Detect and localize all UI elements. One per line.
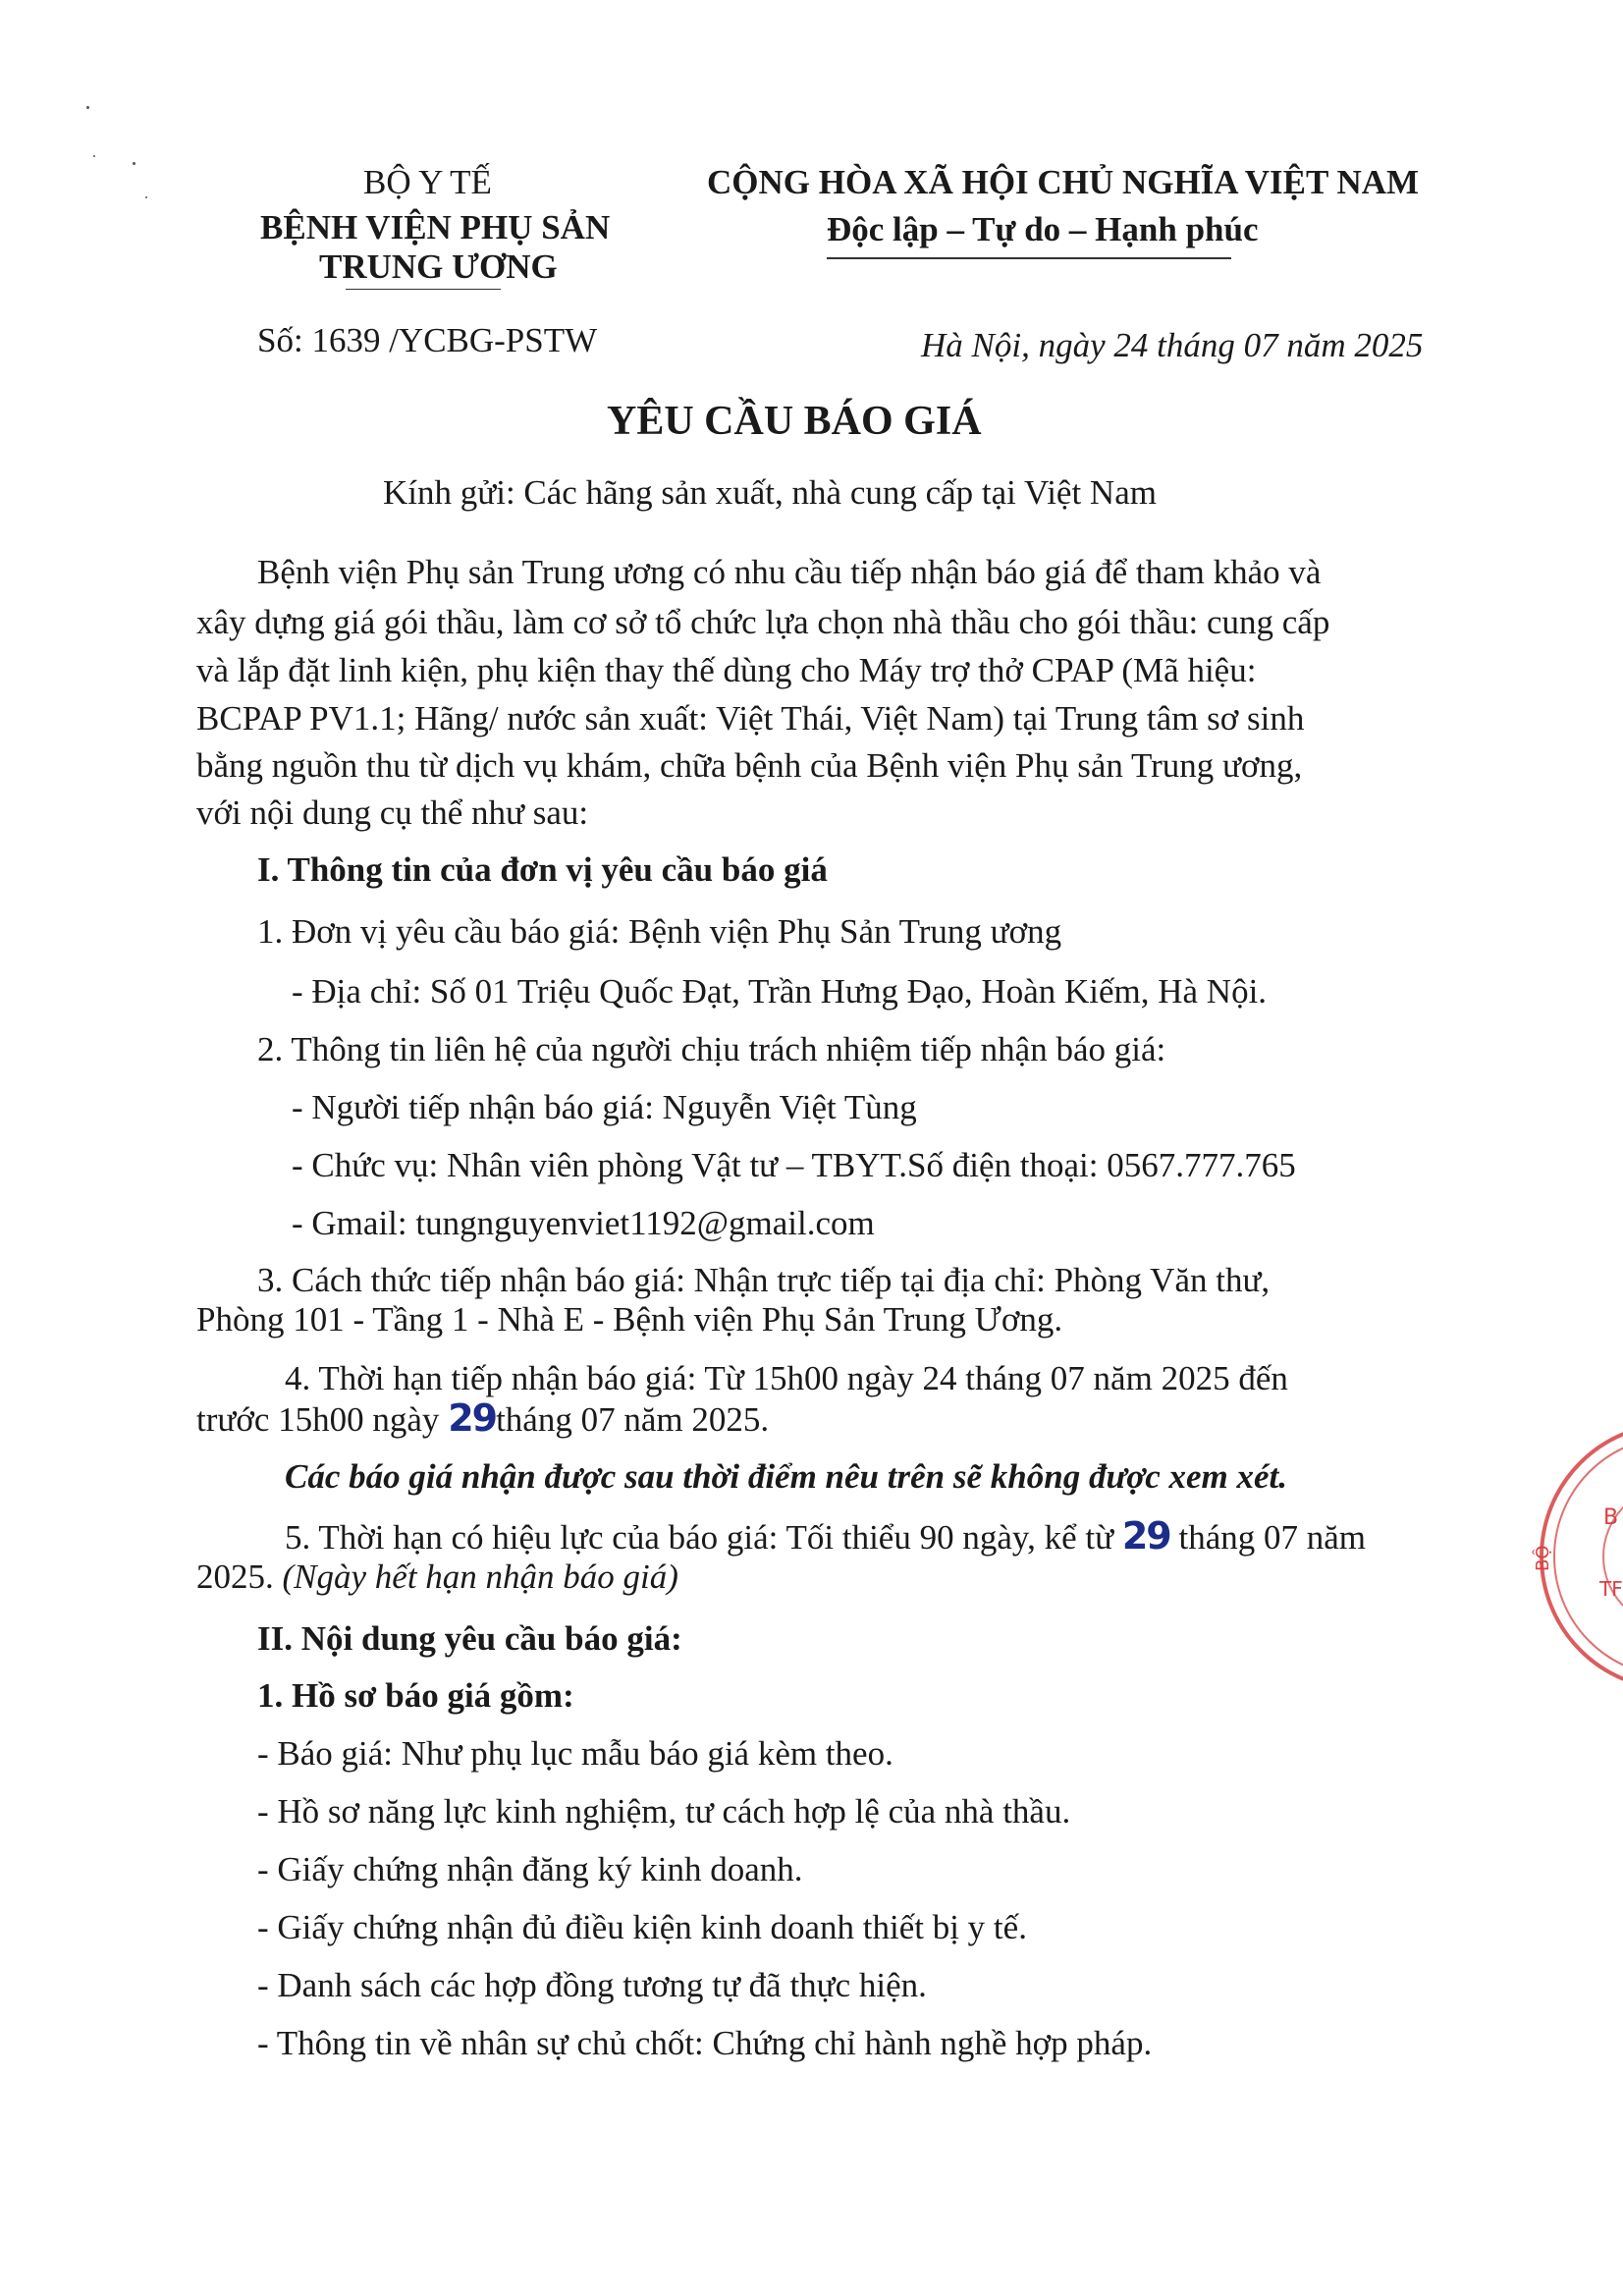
motto-underline xyxy=(827,257,1231,259)
list-item: - Danh sách các hợp đồng tương tự đã thực hiện. xyxy=(257,1966,927,2004)
hospital-name-line2: TRUNG ƯƠNG xyxy=(319,247,558,286)
list-item: - Hồ sơ năng lực kinh nghiệm, tư cách hợp lệ của nhà thầu. xyxy=(257,1792,1071,1831)
recipient-line: Kính gửi: Các hãng sản xuất, nhà cung cấp tại Việt Nam xyxy=(383,473,1157,512)
intro-line: Bệnh viện Phụ sản Trung ương có nhu cầu tiếp nhận báo giá để tham khảo và xyxy=(257,553,1322,591)
document-number: Số: 1639 /YCBG-PSTW xyxy=(257,321,598,359)
scan-speck xyxy=(145,196,147,198)
section1-receiver: - Người tiếp nhận báo giá: Nguyễn Việt Tùng xyxy=(292,1088,917,1126)
section1-item2: 2. Thông tin liên hệ của người chịu trách nhiệm tiếp nhận báo giá: xyxy=(257,1030,1166,1068)
scan-speck xyxy=(93,155,95,157)
item5-text-before: 5. Thời hạn có hiệu lực của báo giá: Tối thiểu 90 ngày, kể từ xyxy=(285,1518,1122,1557)
handwritten-day: 29 xyxy=(448,1396,497,1440)
stamp-seal-icon xyxy=(1527,1414,1623,1699)
document-title: YÊU CẦU BÁO GIÁ xyxy=(607,399,982,444)
list-item: - Giấy chứng nhận đủ điều kiện kinh doanh thiết bị y tế. xyxy=(257,1908,1027,1946)
list-item: - Báo giá: Như phụ lục mẫu báo giá kèm theo. xyxy=(257,1734,893,1773)
item5-text-after: tháng 07 năm xyxy=(1169,1518,1366,1557)
section1-item4-line1: 4. Thời hạn tiếp nhận báo giá: Từ 15h00 ngày 24 tháng 07 năm 2025 đến xyxy=(285,1359,1288,1397)
section1-item3-line2: Phòng 101 - Tầng 1 - Nhà E - Bệnh viện Phụ Sản Trung Ương. xyxy=(196,1300,1063,1339)
item5-note: (Ngày hết hạn nhận báo giá) xyxy=(282,1558,678,1596)
section2-sub1: 1. Hồ sơ báo giá gồm: xyxy=(257,1676,574,1715)
stamp-text: TF xyxy=(1599,1577,1623,1601)
item4-text-after: tháng 07 năm 2025. xyxy=(496,1400,770,1439)
ministry-name: BỘ Y TẾ xyxy=(363,163,492,201)
section1-item1: 1. Đơn vị yêu cầu báo giá: Bệnh viện Phụ Sản Trung ương xyxy=(257,912,1062,951)
section1-address: - Địa chỉ: Số 01 Triệu Quốc Đạt, Trần Hưng Đạo, Hoàn Kiếm, Hà Nội. xyxy=(292,972,1268,1011)
section1-item4-line2 xyxy=(196,1394,769,1444)
item4-text-before: trước 15h00 ngày xyxy=(196,1400,449,1439)
intro-line: với nội dung cụ thể như sau: xyxy=(196,793,589,832)
section1-item5-line2 xyxy=(196,1554,678,1601)
section1-gmail: - Gmail: tungnguyenviet1192@gmail.com xyxy=(292,1204,875,1242)
section1-item3-line1: 3. Cách thức tiếp nhận báo giá: Nhận trực tiếp tại địa chỉ: Phòng Văn thư, xyxy=(257,1261,1271,1299)
list-item: - Thông tin về nhân sự chủ chốt: Chứng chỉ hành nghề hợp pháp. xyxy=(257,2024,1153,2062)
stamp-text: B xyxy=(1603,1505,1619,1530)
hospital-underline xyxy=(346,289,501,290)
handwritten-day: 29 xyxy=(1121,1514,1170,1558)
section1-heading: I. Thông tin của đơn vị yêu cầu báo giá xyxy=(257,850,828,889)
intro-line: xây dựng giá gói thầu, làm cơ sở tổ chức lựa chọn nhà thầu cho gói thầu: cung cấp xyxy=(196,603,1330,641)
list-item: - Giấy chứng nhận đăng ký kinh doanh. xyxy=(257,1850,803,1888)
document-date: Hà Nội, ngày 24 tháng 07 năm 2025 xyxy=(921,326,1424,364)
national-motto: Độc lập – Tự do – Hạnh phúc xyxy=(827,210,1259,248)
item5-year: 2025. xyxy=(196,1558,283,1596)
section2-heading: II. Nội dung yêu cầu báo giá: xyxy=(257,1619,682,1658)
country-name: CỘNG HÒA XÃ HỘI CHỦ NGHĨA VIỆT NAM xyxy=(707,163,1420,201)
stamp-text: BỘ xyxy=(1533,1545,1553,1571)
scan-speck xyxy=(133,162,135,165)
scan-speck xyxy=(86,106,89,109)
intro-line: và lắp đặt linh kiện, phụ kiện thay thế dùng cho Máy trợ thở CPAP (Mã hiệu: xyxy=(196,651,1257,689)
hospital-name-line1: BỆNH VIỆN PHỤ SẢN xyxy=(260,208,611,246)
intro-line: BCPAP PV1.1; Hãng/ nước sản xuất: Việt Thái, Việt Nam) tại Trung tâm sơ sinh xyxy=(196,699,1305,738)
section1-notice: Các báo giá nhận được sau thời điểm nêu trên sẽ không được xem xét. xyxy=(285,1457,1287,1496)
section1-position: - Chức vụ: Nhân viên phòng Vật tư – TBYT.Số điện thoại: 0567.777.765 xyxy=(292,1146,1296,1184)
intro-line: bằng nguồn thu từ dịch vụ khám, chữa bệnh của Bệnh viện Phụ sản Trung ương, xyxy=(196,746,1303,785)
